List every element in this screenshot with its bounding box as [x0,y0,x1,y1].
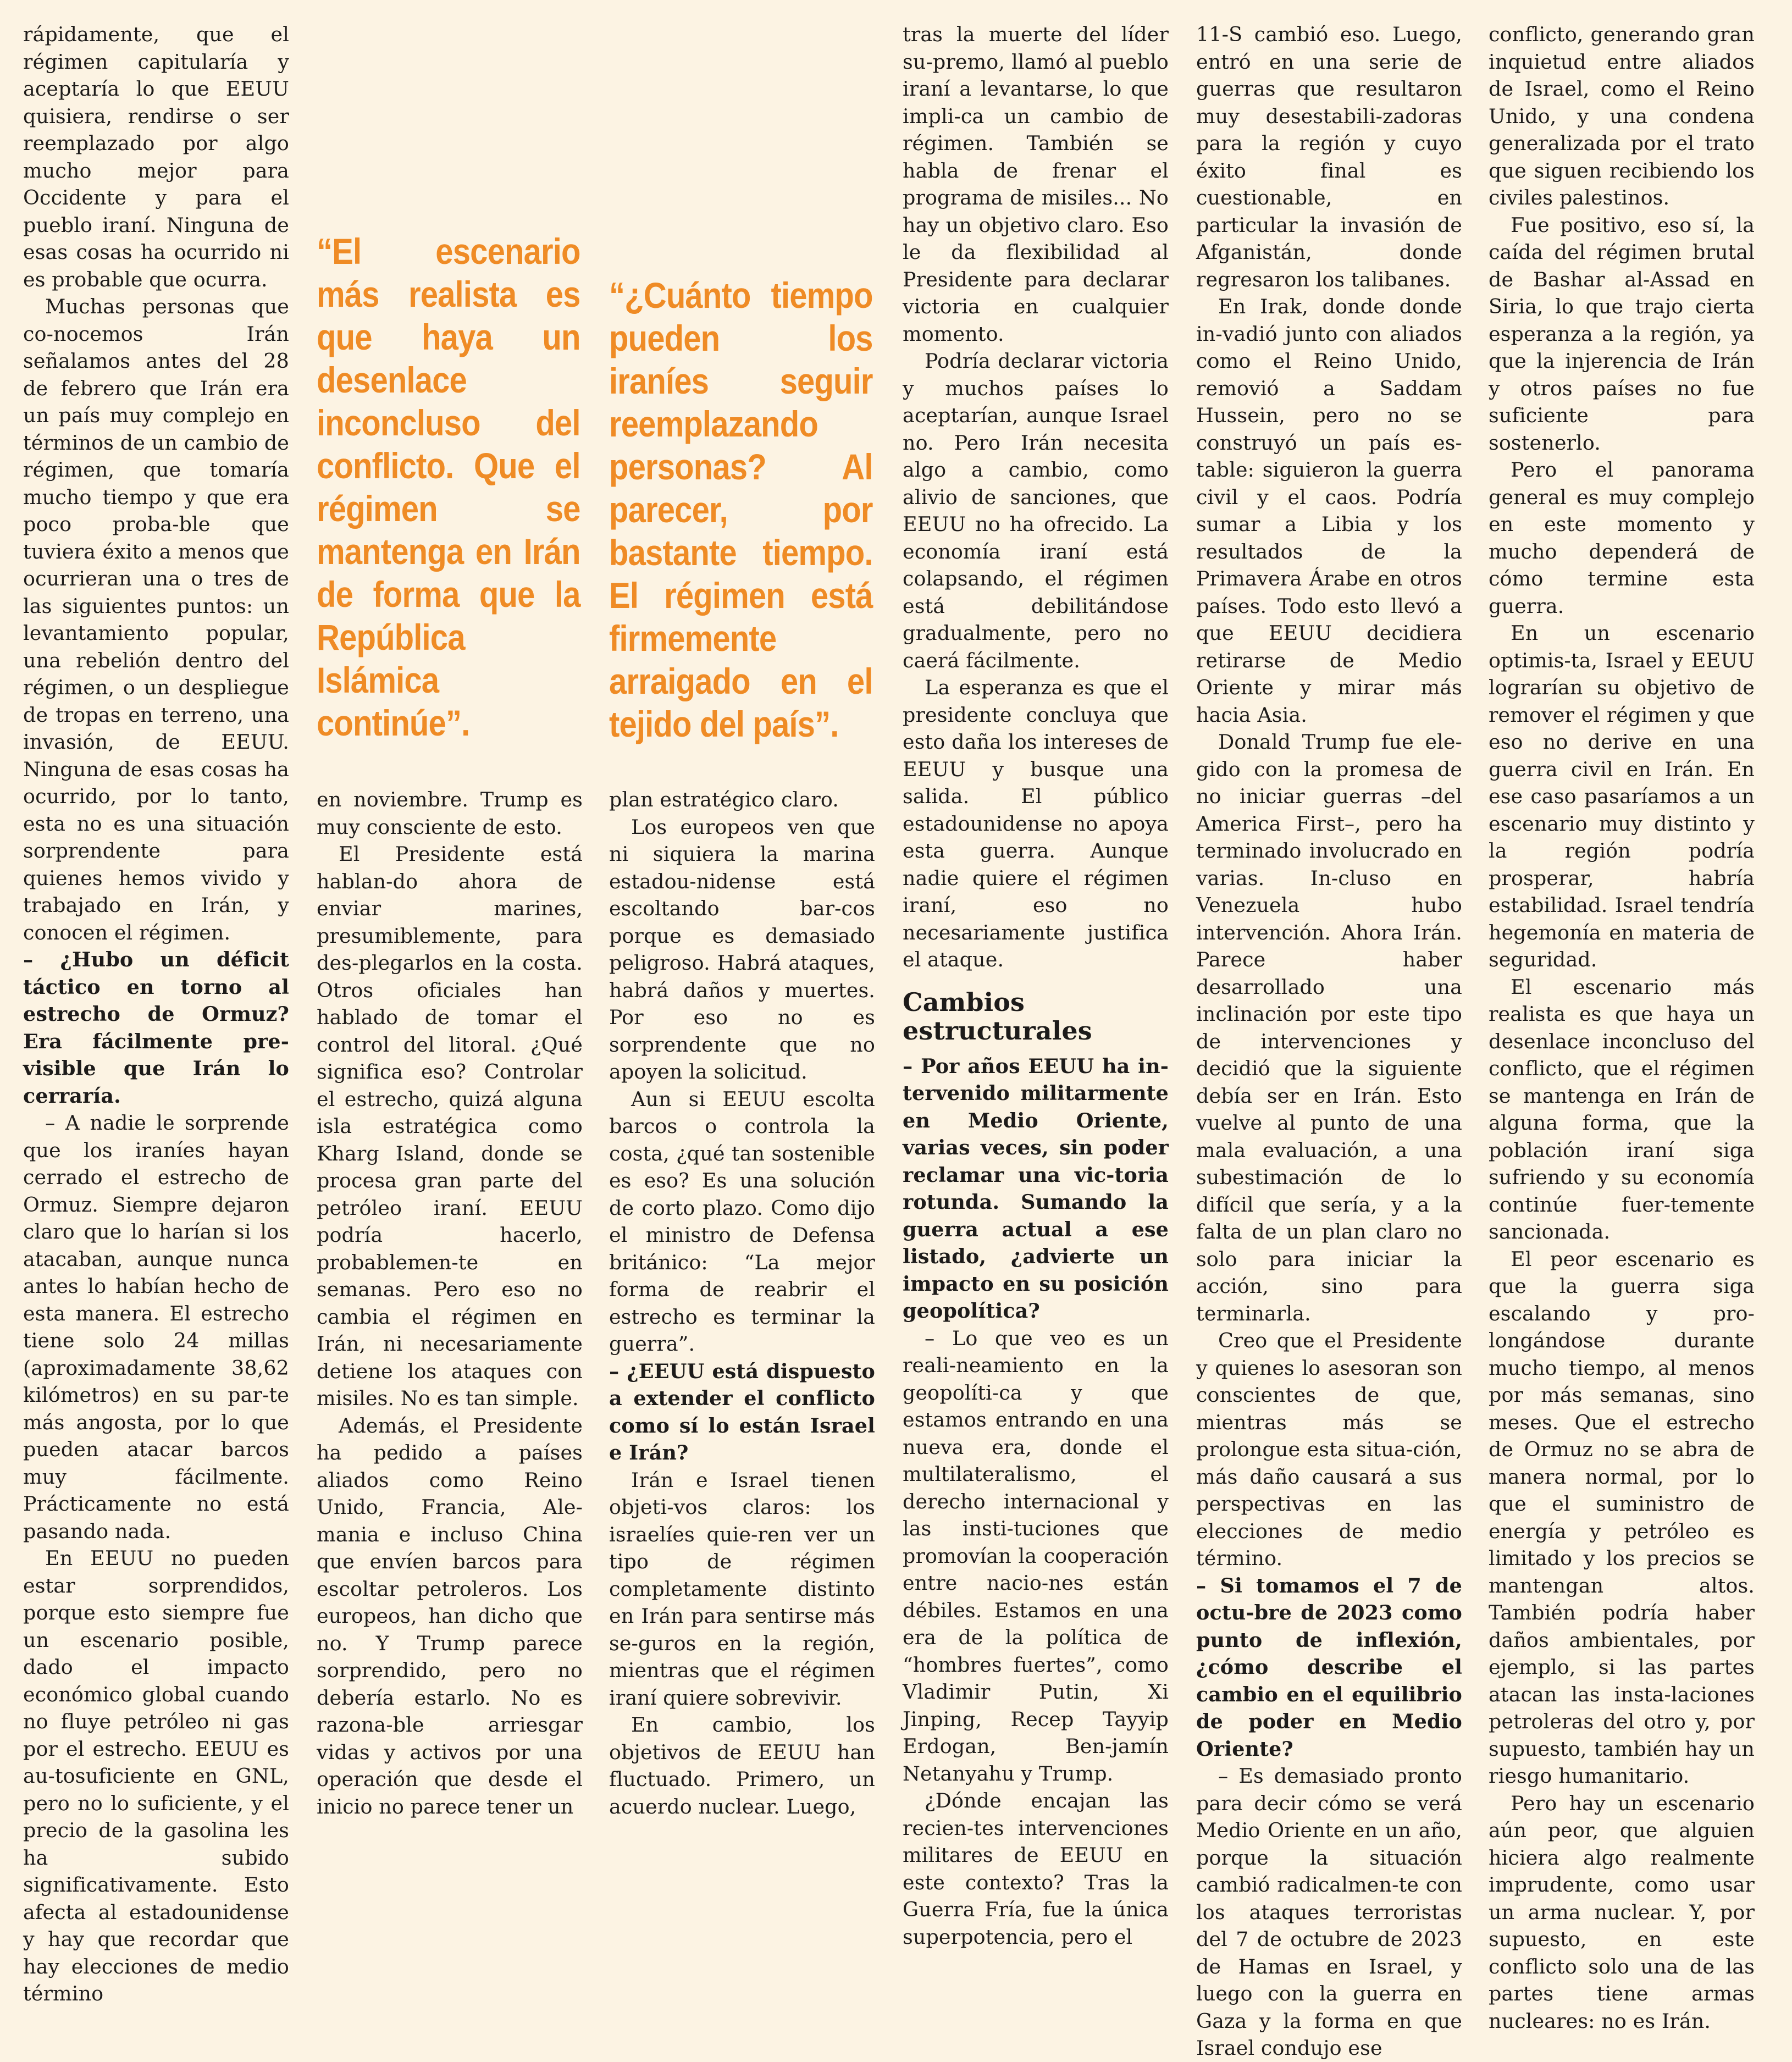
text-column-5 [1196,21,1462,2062]
text-column-4 [903,21,1169,1950]
body-paragraph: En Irak, donde donde in-vadió junto con aliados como el Reino Unido, removió a Saddam Hussein, pero no se construyó un país es-table: siguieron la guerra civil y el caos. Podría sumar a Libia y los resultados de la Primavera Árabe en otros países. Todo esto llevó a que EEUU decidiera retirarse de Medio Oriente y mirar más hacia Asia. [1196,295,1462,727]
interview-question: – Si tomamos el 7 de octu-bre de 2023 como punto de inflexión, ¿cómo describe el cambio en el equilibrio de poder en Medio Oriente? [1196,1573,1462,1761]
body-paragraph: La esperanza es que el presidente concluya que esto daña los intereses de EEUU y busque una salida. El público estadounidense no apoya esta guerra. Aunque nadie quiere el régimen iraní, eso no necesariamente justifica el ataque. [903,676,1169,971]
text-column-3 [609,21,875,1820]
body-paragraph: Podría declarar victoria y muchos países lo aceptarían, aunque Israel no. Pero Irán necesita algo a cambio, como alivio de sanciones, que EEUU no ha ofrecido. La economía iraní está colapsando, el régimen está debilitándose gradualmente, pero no caerá fácilmente. [903,349,1169,672]
body-paragraph: Donald Trump fue ele-gido con la promesa de no iniciar guerras –del America First–, pero ha terminado involucrado en varias. In-cluso en Venezuela hubo intervención. Ahora Irán. Parece haber desarrollado una inclinación por este tipo de intervenciones y decidió que la siguiente debía ser en Irán. Esto vuelve al punto de una mala evaluación, a una subestimación de lo difícil que sería, y a la falta de un plan claro no solo para iniciar la acción, sino para terminarla. [1196,730,1462,1325]
interview-question: – Por años EEUU ha in-tervenido militarmente en Medio Oriente, varias veces, sin poder reclamar una vic-toria rotunda. Sumando la guerra actual a ese listado, ¿advierte un impacto en su posición geopolítica? [903,1054,1169,1323]
body-paragraph: Aun si EEUU escolta barcos o controla la costa, ¿qué tan sostenible es eso? Es una solución de corto plazo. Como dijo el ministro de Defensa británico: “La mejor forma de reabrir el estrecho es terminar la guerra”. [609,1087,875,1356]
body-paragraph: Además, el Presidente ha pedido a países aliados como Reino Unido, Francia, Ale-mania e incluso China que envíen barcos para escoltar petroleros. Los europeos, han dicho que no. Y Trump parece sorprendido, pero no debería estarlo. No es razona-ble arriesgar vidas y activos por una operación que desde el inicio no parece tener un [317,1413,583,1818]
interview-question: – ¿EEUU está dispuesto a extender el conflicto como sí lo están Israel e Irán? [609,1359,875,1464]
body-paragraph: Los europeos ven que ni siquiera la marina estadou-nidense está escoltando bar-cos porque es demasiado peligroso. Habrá ataques, habrá daños y muertes. Por eso no es sorprendente que no apoyen la solicitud. [609,815,875,1083]
body-paragraph: Fue positivo, eso sí, la caída del régimen brutal de Bashar al-Assad en Siria, lo que trajo cierta esperanza a la región, ya que la injerencia de Irán y otros países no fue suficiente para sostenerlo. [1489,213,1755,455]
body-paragraph: tras la muerte del líder su-premo, llamó al pueblo iraní a levantarse, lo que impli-ca un cambio de régimen. También se habla de frenar el programa de misiles... No hay un objetivo claro. Eso le da flexibilidad al Presidente para declarar victoria en cualquier momento. [903,23,1169,346]
body-paragraph: 11-S cambió eso. Luego, entró en una serie de guerras que resultaron muy desestabili-zadoras para la región y cuyo éxito final es cuestionable, en particular la invasión de Afganistán, donde regresaron los talibanes. [1196,23,1462,291]
body-paragraph: ¿Dónde encajan las recien-tes intervenciones militares de EEUU en este contexto? Tras la Guerra Fría, fue la única superpotencia, pero el [903,1789,1169,1949]
body-paragraph: Pero hay un escenario aún peor, que alguien hiciera algo realmente imprudente, como usar un arma nuclear. Y, por supuesto, en este conflicto solo una de las partes tiene armas nucleares: no es Irán. [1489,1791,1755,2033]
body-paragraph: conflicto, generando gran inquietud entre aliados de Israel, como el Reino Unido, y una condena generalizada por el trato que siguen recibiendo los civiles palestinos. [1489,23,1755,209]
text-column-2-body [317,786,583,1820]
body-paragraph: Irán e Israel tienen objeti-vos claros: los israelíes quie-ren ver un tipo de régimen completamente distinto en Irán para sentirse más se-guros en la región, mientras que el régimen iraní quiere sobrevivir. [609,1468,875,1710]
pull-quote-1: “El escenario más realista es que haya un desenlace inconcluso del conflicto. Que el régimen se mantenga en Irán de forma que la República Islámica continúe”. [317,231,580,743]
body-paragraph: Muchas personas que co-nocemos Irán señalamos antes del 28 de febrero que Irán era un país muy complejo en términos de un cambio de régimen, que tomaría mucho tiempo y que era poco proba-ble que tuviera éxito a menos que ocurrieran una o tres de las siguientes puntos: un levantamiento popular, una rebelión dentro del régimen, o un despliegue de tropas en terreno, una invasión, de EEUU. Ninguna de esas cosas ha ocurrido, por lo tanto, esta no es una situación sorprendente para quienes hemos vivido y trabajado en Irán, y conocen el régimen. [23,295,289,944]
pull-quote-2-container [609,21,875,786]
body-paragraph: en noviembre. Trump es muy consciente de esto. [317,788,583,839]
body-paragraph: El peor escenario es que la guerra siga escalando y pro-longándose durante mucho tiempo, al menos por más semanas, sino meses. Que el estrecho de Ormuz no se abra de manera normal, por lo que el suministro de energía y petróleo es limitado y los precios se mantengan altos. También podría haber daños ambientales, por ejemplo, si las partes atacan las insta-laciones petroleras del otro y, por supuesto, también hay un riesgo humanitario. [1489,1247,1755,1788]
interview-question: – ¿Hubo un déficit táctico en torno al estrecho de Ormuz? Era fácilmente pre-visible que Irán lo cerraría. [23,948,289,1108]
body-paragraph: – Es demasiado pronto para decir cómo se verá Medio Oriente en un año, porque la situación cambió radicalmen-te con los ataques terroristas del 7 de octubre de 2023 de Hamas en Israel, y luego con la guerra en Gaza y la forma en que Israel condujo ese [1196,1764,1462,2060]
pull-quote-2: “¿Cuánto tiempo pueden los iraníes seguir reemplazando personas? Al parecer, por bastante tiempo. El régimen está firmemente arraigado en el tejido del país”. [609,275,873,744]
text-column-6 [1489,21,1755,2035]
section-subheading: Cambios estructurales [903,987,1092,1046]
body-paragraph: plan estratégico claro. [609,788,839,811]
body-paragraph: En cambio, los objetivos de EEUU han fluctuado. Primero, un acuerdo nuclear. Luego, [609,1713,875,1818]
pull-quote-1-container [317,21,583,786]
body-paragraph: En EEUU no pueden estar sorprendidos, porque esto siempre fue un escenario posible, dado el impacto económico global cuando no fluye petróleo ni gas por el estrecho. EEUU es au-tosuficiente en GNL, pero no lo suficiente, y el precio de la gasolina les ha subido significativamente. Esto afecta al estadounidense y hay que recordar que hay elecciones de medio término [23,1546,289,2005]
text-column-1 [23,21,289,2008]
text-column-3-body [609,786,875,1820]
body-paragraph: – A nadie le sorprende que los iraníes hayan cerrado el estrecho de Ormuz. Siempre dejaron claro que lo harían si los atacaban, aunque nunca antes lo habían hecho de esta manera. El estrecho tiene solo 24 millas (aproximadamente 38,62 kilómetros) en su par-te más angosta, por lo que pueden atacar barcos muy fácilmente. Prácticamente no está pasando nada. [23,1111,289,1543]
body-paragraph: Pero el panorama general es muy complejo en este momento y mucho dependerá de cómo termine esta guerra. [1489,458,1755,618]
body-paragraph: En un escenario optimis-ta, Israel y EEUU lograrían su objetivo de remover el régimen y que eso no derive en una guerra civil en Irán. En ese caso pasaríamos a un escenario muy distinto y la región podría prosperar, habría estabilidad. Israel tendría hegemonía en materia de seguridad. [1489,621,1755,971]
body-paragraph: El Presidente está hablan-do ahora de enviar marines, presumiblemente, para des-plegarlos en la costa. Otros oficiales han hablado de tomar el control del litoral. ¿Qué significa eso? Controlar el estrecho, quizá alguna isla estratégica como Kharg Island, donde se procesa gran parte del petróleo iraní. EEUU podría hacerlo, probablemen-te en semanas. Pero eso no cambia el régimen en Irán, ni necesariamente detiene los ataques con misiles. No es tan simple. [317,842,583,1410]
text-column-2 [317,21,583,1820]
body-paragraph: Creo que el Presidente y quienes lo asesoran son conscientes de que, mientras más se prolongue esta situa-ción, más daño causará a sus perspectivas en las elecciones de medio término. [1196,1329,1462,1570]
body-paragraph: – Lo que veo es un reali-neamiento en la geopolíti-ca y que estamos entrando en una nueva era, donde el multilateralismo, el derecho internacional y las insti-tuciones que promovían la cooperación entre nacio-nes están débiles. Estamos en una era de la política de “hombres fuertes”, como Vladimir Putin, Xi Jinping, Recep Tayyip Erdogan, Ben-jamín Netanyahu y Trump. [903,1326,1169,1785]
body-paragraph: El escenario más realista es que haya un desenlace inconcluso del conflicto, que el régimen se mantenga en Irán de alguna forma, que la población iraní siga sufriendo y su economía continúe fuer-temente sancionada. [1489,975,1755,1243]
body-paragraph: rápidamente, que el régimen capitularía y aceptaría lo que EEUU quisiera, rendirse o ser reemplazado por algo mucho mejor para Occidente y para el pueblo iraní. Ninguna de esas cosas ha ocurrido ni es probable que ocurra. [23,23,289,291]
